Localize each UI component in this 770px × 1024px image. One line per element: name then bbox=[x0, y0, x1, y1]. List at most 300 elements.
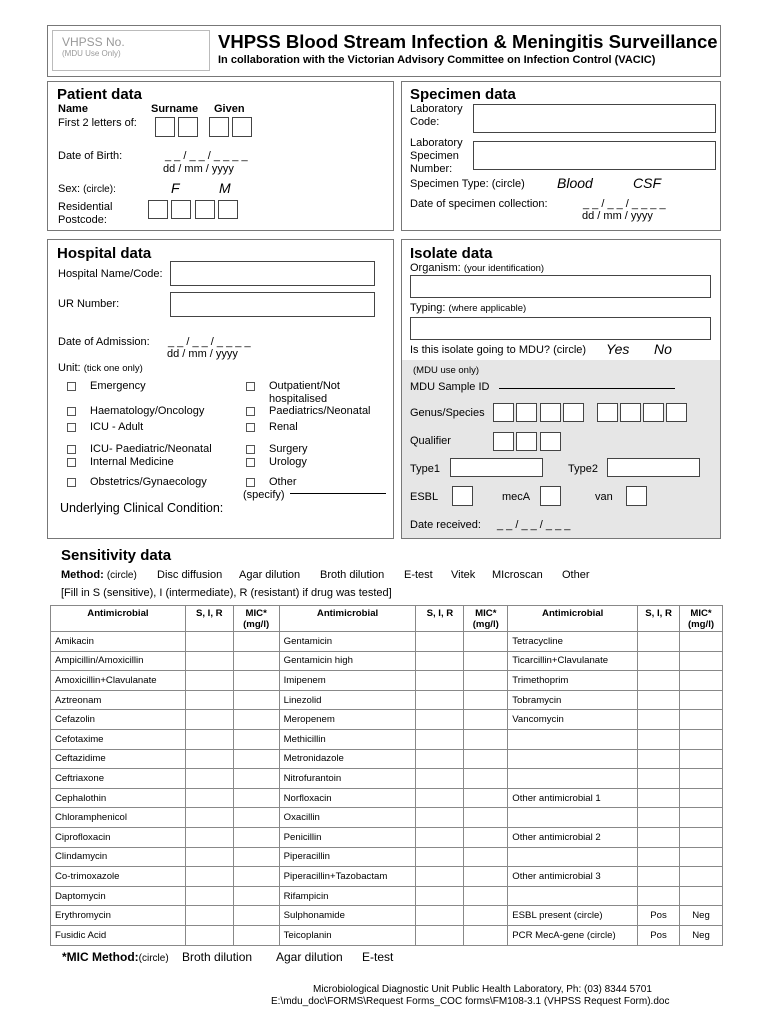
organism-input[interactable] bbox=[410, 275, 711, 298]
residential-label: Residential bbox=[58, 201, 113, 213]
col-sir: S, I, R bbox=[416, 606, 464, 632]
dob-format: dd / mm / yyyy bbox=[163, 163, 234, 175]
dob-label: Date of Birth: bbox=[58, 150, 123, 162]
sir-cell[interactable] bbox=[416, 886, 464, 906]
form-subtitle: In collaboration with the Victorian Advisory Committee on Infection Control (VACIC) bbox=[218, 54, 656, 66]
table-row bbox=[51, 749, 723, 769]
antimicrobial-name: Other antimicrobial 3 bbox=[508, 867, 638, 887]
lab-spec-label-3: Number: bbox=[410, 163, 453, 175]
sir-cell[interactable] bbox=[638, 886, 680, 906]
genus-box-3[interactable] bbox=[540, 403, 561, 422]
lab-code-label-2: Code: bbox=[410, 116, 440, 128]
col-sir: S, I, R bbox=[638, 606, 680, 632]
method-broth[interactable]: Broth dilution bbox=[320, 569, 385, 581]
sir-cell[interactable] bbox=[185, 769, 233, 789]
neg-option[interactable]: Neg bbox=[680, 906, 723, 926]
postcode-digit-4[interactable] bbox=[218, 200, 238, 219]
lab-code-label-1: Laboratory bbox=[410, 103, 463, 115]
sir-cell[interactable] bbox=[638, 808, 680, 828]
van-box[interactable] bbox=[626, 486, 647, 506]
antimicrobial-name: Daptomycin bbox=[51, 886, 186, 906]
genus-box-4[interactable] bbox=[563, 403, 584, 422]
sir-cell[interactable] bbox=[416, 788, 464, 808]
unit-urology: Urology bbox=[269, 456, 307, 468]
col-mic-unit: (mg/l) bbox=[243, 619, 270, 630]
antimicrobial-name bbox=[508, 847, 638, 867]
table-header-row bbox=[51, 606, 723, 632]
unit-renal: Renal bbox=[269, 421, 298, 433]
sir-cell[interactable] bbox=[185, 925, 233, 945]
mic-cell[interactable] bbox=[464, 847, 508, 867]
sir-cell[interactable] bbox=[416, 867, 464, 887]
col-sir: S, I, R bbox=[185, 606, 233, 632]
sir-cell[interactable] bbox=[638, 867, 680, 887]
surname-letter-2[interactable] bbox=[178, 117, 198, 137]
sir-cell[interactable] bbox=[638, 749, 680, 769]
dob-blank[interactable]: _ _ / _ _ / _ _ _ _ bbox=[165, 150, 248, 162]
typing-label bbox=[410, 302, 526, 314]
sir-cell[interactable] bbox=[185, 906, 233, 926]
unit-checkbox-icu-paed[interactable] bbox=[67, 445, 76, 454]
form-title: VHPSS Blood Stream Infection & Meningitis Surveillance bbox=[218, 31, 718, 52]
mic-cell[interactable] bbox=[680, 867, 723, 887]
sensitivity-heading: Sensitivity data bbox=[61, 547, 172, 564]
organism-hint: (your identification) bbox=[463, 263, 545, 274]
postcode-digit-1[interactable] bbox=[148, 200, 168, 219]
unit-obstetrics: Obstetrics/Gynaecology bbox=[90, 476, 207, 488]
footer-lab: Microbiological Diagnostic Unit Public Health Laboratory, Ph: (03) 8344 5701 bbox=[313, 984, 652, 995]
mic-cell[interactable] bbox=[464, 886, 508, 906]
sir-cell[interactable] bbox=[638, 788, 680, 808]
lab-spec-label-2: Specimen bbox=[410, 150, 459, 162]
mdu-use-only-label: (MDU use only) bbox=[413, 365, 479, 376]
table-row bbox=[51, 632, 723, 652]
isolate-heading: Isolate data bbox=[410, 245, 493, 262]
mic-cell[interactable] bbox=[680, 827, 723, 847]
given-label: Given bbox=[214, 103, 245, 115]
sir-cell[interactable] bbox=[185, 671, 233, 691]
unit-checkbox-renal[interactable] bbox=[246, 423, 255, 432]
mic-cell[interactable] bbox=[464, 906, 508, 926]
esbl-box[interactable] bbox=[452, 486, 473, 506]
antimicrobial-name: Piperacillin+Tazobactam bbox=[279, 867, 416, 887]
meca-box[interactable] bbox=[540, 486, 561, 506]
sir-cell[interactable] bbox=[185, 749, 233, 769]
mic-cell[interactable] bbox=[233, 729, 279, 749]
esbl-label: ESBL bbox=[410, 491, 439, 503]
postcode-digit-2[interactable] bbox=[171, 200, 191, 219]
unit-icu-paed: ICU- Paediatric/Neonatal bbox=[90, 443, 212, 455]
sex-text: Sex: bbox=[58, 183, 81, 195]
pos-option[interactable]: Pos bbox=[638, 925, 680, 945]
antimicrobial-name: Sulphonamide bbox=[279, 906, 416, 926]
qualifier-box-3[interactable] bbox=[540, 432, 561, 451]
table-row bbox=[51, 867, 723, 887]
antimicrobial-name: Gentamicin bbox=[279, 632, 416, 652]
sir-cell[interactable] bbox=[638, 729, 680, 749]
mic-cell[interactable] bbox=[233, 906, 279, 926]
sir-cell[interactable] bbox=[416, 651, 464, 671]
mic-cell[interactable] bbox=[233, 651, 279, 671]
collection-date-blank[interactable]: _ _ / _ _ / _ _ _ _ bbox=[583, 198, 666, 210]
table-row bbox=[51, 808, 723, 828]
antimicrobial-name: Ceftriaxone bbox=[51, 769, 186, 789]
mic-cell[interactable] bbox=[233, 690, 279, 710]
mic-cell[interactable] bbox=[464, 710, 508, 730]
unit-emergency: Emergency bbox=[90, 380, 146, 392]
genus-box-2[interactable] bbox=[516, 403, 537, 422]
table-row bbox=[51, 710, 723, 730]
antimicrobial-name: Amoxicillin+Clavulanate bbox=[51, 671, 186, 691]
antimicrobial-name bbox=[508, 769, 638, 789]
antimicrobial-name bbox=[508, 749, 638, 769]
antimicrobial-name: Teicoplanin bbox=[279, 925, 416, 945]
date-received-label: Date received: bbox=[410, 519, 481, 531]
mic-cell[interactable] bbox=[464, 925, 508, 945]
sir-cell[interactable] bbox=[638, 847, 680, 867]
mic-cell[interactable] bbox=[680, 769, 723, 789]
mic-cell[interactable] bbox=[680, 671, 723, 691]
unit-checkbox-urology[interactable] bbox=[246, 458, 255, 467]
unit-surgery: Surgery bbox=[269, 443, 308, 455]
pos-option[interactable]: Pos bbox=[638, 906, 680, 926]
sir-cell[interactable] bbox=[185, 827, 233, 847]
patient-heading: Patient data bbox=[57, 86, 143, 103]
sir-cell[interactable] bbox=[416, 632, 464, 652]
hospital-heading: Hospital data bbox=[57, 245, 152, 262]
sir-cell[interactable] bbox=[416, 808, 464, 828]
antimicrobial-name: Cefazolin bbox=[51, 710, 186, 730]
unit-haematology: Haematology/Oncology bbox=[90, 405, 205, 417]
sir-cell[interactable] bbox=[416, 847, 464, 867]
table-row bbox=[51, 671, 723, 691]
fill-in-instructions: [Fill in S (sensitive), I (intermediate), R (resistant) if drug was tested] bbox=[61, 587, 392, 599]
mic-method-label: *MIC Method: bbox=[62, 950, 139, 964]
antimicrobial-name: Methicillin bbox=[279, 729, 416, 749]
unit-checkbox-obstetrics[interactable] bbox=[67, 478, 76, 487]
sex-circle-hint: (circle): bbox=[83, 184, 116, 195]
sir-cell[interactable] bbox=[185, 690, 233, 710]
unit-checkbox-outpatient[interactable] bbox=[246, 382, 255, 391]
given-letter-2[interactable] bbox=[232, 117, 252, 137]
table-row bbox=[51, 906, 723, 926]
antimicrobial-name: Oxacillin bbox=[279, 808, 416, 828]
organism-label bbox=[410, 262, 544, 274]
type1-input[interactable] bbox=[450, 458, 543, 477]
antimicrobial-name: Ampicillin/Amoxicillin bbox=[51, 651, 186, 671]
sir-cell[interactable] bbox=[638, 769, 680, 789]
mdu-use-only: (MDU Use Only) bbox=[62, 49, 121, 58]
mic-cell[interactable] bbox=[680, 749, 723, 769]
sir-cell[interactable] bbox=[638, 651, 680, 671]
mic-cell[interactable] bbox=[233, 808, 279, 828]
method-vitek[interactable]: Vitek bbox=[451, 569, 476, 581]
mic-cell[interactable] bbox=[233, 925, 279, 945]
antimicrobial-name bbox=[508, 886, 638, 906]
typing-hint: (where applicable) bbox=[448, 303, 527, 314]
table-row bbox=[51, 769, 723, 789]
antimicrobial-name: Ceftazidime bbox=[51, 749, 186, 769]
sir-cell[interactable] bbox=[638, 690, 680, 710]
genus-box-1[interactable] bbox=[493, 403, 514, 422]
sir-cell[interactable] bbox=[416, 906, 464, 926]
mic-cell[interactable] bbox=[464, 729, 508, 749]
mic-cell[interactable] bbox=[233, 671, 279, 691]
mic-cell[interactable] bbox=[464, 632, 508, 652]
unit-label bbox=[58, 362, 143, 374]
antimicrobial-name: Other antimicrobial 2 bbox=[508, 827, 638, 847]
mic-cell[interactable] bbox=[233, 827, 279, 847]
sir-cell[interactable] bbox=[185, 886, 233, 906]
antimicrobial-name: Amikacin bbox=[51, 632, 186, 652]
antimicrobial-name: Metronidazole bbox=[279, 749, 416, 769]
surname-letter-1[interactable] bbox=[155, 117, 175, 137]
antimicrobial-name: Gentamicin high bbox=[279, 651, 416, 671]
mic-cell[interactable] bbox=[464, 690, 508, 710]
mic-cell[interactable] bbox=[233, 867, 279, 887]
sir-cell[interactable] bbox=[416, 925, 464, 945]
sir-cell[interactable] bbox=[185, 847, 233, 867]
mic-cell[interactable] bbox=[233, 847, 279, 867]
unit-outpatient: Outpatient/Not hospitalised bbox=[269, 380, 340, 405]
specify-line[interactable] bbox=[290, 493, 386, 494]
sir-cell[interactable] bbox=[185, 867, 233, 887]
sir-cell[interactable] bbox=[416, 769, 464, 789]
mic-cell[interactable] bbox=[680, 788, 723, 808]
mdu-sample-id-line[interactable] bbox=[499, 388, 675, 389]
antimicrobial-name: Vancomycin bbox=[508, 710, 638, 730]
unit-paediatrics: Paediatrics/Neonatal bbox=[269, 405, 371, 417]
sir-cell[interactable] bbox=[416, 690, 464, 710]
mdu-sample-id-label: MDU Sample ID bbox=[410, 381, 490, 393]
sir-cell[interactable] bbox=[416, 729, 464, 749]
unit-checkbox-icu-adult[interactable] bbox=[67, 423, 76, 432]
method-other[interactable]: Other bbox=[562, 569, 590, 581]
meca-label: mecA bbox=[502, 491, 531, 503]
sir-cell[interactable] bbox=[416, 671, 464, 691]
antimicrobial-name: Linezolid bbox=[279, 690, 416, 710]
mic-cell[interactable] bbox=[233, 886, 279, 906]
vhpss-no-label: VHPSS No. bbox=[62, 35, 125, 49]
col-antimicrobial: Antimicrobial bbox=[508, 606, 638, 632]
sir-cell[interactable] bbox=[416, 827, 464, 847]
mdu-no-option[interactable]: No bbox=[654, 341, 672, 357]
mic-cell[interactable] bbox=[233, 749, 279, 769]
unit-specify: (specify) bbox=[243, 489, 285, 501]
sir-cell[interactable] bbox=[416, 710, 464, 730]
lab-specimen-input[interactable] bbox=[473, 141, 716, 170]
unit-checkbox-other[interactable] bbox=[246, 478, 255, 487]
mic-cell[interactable] bbox=[464, 788, 508, 808]
mic-cell[interactable] bbox=[680, 729, 723, 749]
antimicrobial-name: Imipenem bbox=[279, 671, 416, 691]
mic-broth-option[interactable]: Broth dilution bbox=[182, 950, 253, 964]
unit-checkbox-emergency[interactable] bbox=[67, 382, 76, 391]
col-antimicrobial: Antimicrobial bbox=[279, 606, 416, 632]
antimicrobial-name: Co-trimoxazole bbox=[51, 867, 186, 887]
mic-cell[interactable] bbox=[464, 867, 508, 887]
unit-checkbox-surgery[interactable] bbox=[246, 445, 255, 454]
sir-cell[interactable] bbox=[416, 749, 464, 769]
col-antimicrobial: Antimicrobial bbox=[51, 606, 186, 632]
mic-cell[interactable] bbox=[233, 769, 279, 789]
mic-cell[interactable] bbox=[680, 651, 723, 671]
mic-cell[interactable] bbox=[464, 671, 508, 691]
specimen-type-label: Specimen Type: (circle) bbox=[410, 178, 525, 190]
mic-cell[interactable] bbox=[233, 788, 279, 808]
mic-cell[interactable] bbox=[233, 710, 279, 730]
blood-option[interactable]: Blood bbox=[557, 175, 593, 191]
collection-date-format: dd / mm / yyyy bbox=[582, 210, 653, 222]
mic-agar-option[interactable]: Agar dilution bbox=[276, 950, 343, 964]
sir-cell[interactable] bbox=[185, 729, 233, 749]
species-box-1[interactable] bbox=[597, 403, 618, 422]
sir-cell[interactable] bbox=[638, 827, 680, 847]
ur-number-input[interactable] bbox=[170, 292, 375, 317]
sir-cell[interactable] bbox=[638, 632, 680, 652]
typing-text: Typing: bbox=[410, 302, 446, 314]
antimicrobial-name: Erythromycin bbox=[51, 906, 186, 926]
mic-cell[interactable] bbox=[464, 749, 508, 769]
sir-cell[interactable] bbox=[185, 788, 233, 808]
col-mic-unit: (mg/l) bbox=[472, 619, 499, 630]
hospital-name-label: Hospital Name/Code: bbox=[58, 268, 163, 280]
mic-cell[interactable] bbox=[680, 710, 723, 730]
sex-f-option[interactable]: F bbox=[171, 180, 180, 196]
postcode-label: Postcode: bbox=[58, 214, 107, 226]
admission-label: Date of Admission: bbox=[58, 336, 150, 348]
qualifier-box-2[interactable] bbox=[516, 432, 537, 451]
antimicrobial-name: Chloramphenicol bbox=[51, 808, 186, 828]
unit-checkbox-haematology[interactable] bbox=[67, 407, 76, 416]
sir-cell[interactable] bbox=[185, 651, 233, 671]
admission-blank[interactable]: _ _ / _ _ / _ _ _ _ bbox=[168, 336, 251, 348]
mic-method-circle: (circle) bbox=[138, 953, 169, 964]
antimicrobial-name: Nitrofurantoin bbox=[279, 769, 416, 789]
date-received-blank[interactable]: _ _ / _ _ / _ _ _ bbox=[497, 519, 571, 531]
antimicrobial-name: Penicillin bbox=[279, 827, 416, 847]
mic-cell[interactable] bbox=[680, 632, 723, 652]
antimicrobial-name: ESBL present (circle) bbox=[508, 906, 638, 926]
table-row bbox=[51, 847, 723, 867]
antimicrobial-name: Ciprofloxacin bbox=[51, 827, 186, 847]
species-box-3[interactable] bbox=[643, 403, 664, 422]
admission-format: dd / mm / yyyy bbox=[167, 348, 238, 360]
mic-cell[interactable] bbox=[680, 808, 723, 828]
sir-cell[interactable] bbox=[638, 710, 680, 730]
col-mic bbox=[464, 606, 508, 632]
mdu-yes-option[interactable]: Yes bbox=[606, 341, 630, 357]
mic-method-row bbox=[62, 950, 169, 964]
type2-input[interactable] bbox=[607, 458, 700, 477]
table-row bbox=[51, 729, 723, 749]
antimicrobial-name: Trimethoprim bbox=[508, 671, 638, 691]
mic-cell[interactable] bbox=[464, 808, 508, 828]
table-row bbox=[51, 788, 723, 808]
antimicrobial-name: Tobramycin bbox=[508, 690, 638, 710]
unit-checkbox-internal[interactable] bbox=[67, 458, 76, 467]
sir-cell[interactable] bbox=[185, 632, 233, 652]
ur-number-label: UR Number: bbox=[58, 298, 120, 310]
antimicrobial-name: PCR MecA-gene (circle) bbox=[508, 925, 638, 945]
antimicrobial-name: Piperacillin bbox=[279, 847, 416, 867]
table-row bbox=[51, 886, 723, 906]
lab-code-input[interactable] bbox=[473, 104, 716, 133]
unit-text: Unit: bbox=[58, 362, 81, 374]
antimicrobial-name bbox=[508, 808, 638, 828]
surname-label: Surname bbox=[151, 103, 199, 115]
mic-cell[interactable] bbox=[680, 886, 723, 906]
method-microscan[interactable]: MIcroscan bbox=[492, 569, 543, 581]
genus-species-label: Genus/Species bbox=[410, 407, 485, 419]
mic-cell[interactable] bbox=[464, 651, 508, 671]
col-mic-label: MIC* bbox=[475, 608, 497, 619]
postcode-digit-3[interactable] bbox=[195, 200, 215, 219]
mic-cell[interactable] bbox=[680, 847, 723, 867]
col-mic-label: MIC* bbox=[245, 608, 267, 619]
lab-spec-label-1: Laboratory bbox=[410, 137, 463, 149]
mic-cell[interactable] bbox=[464, 827, 508, 847]
footer-path: E:\mdu_doc\FORMS\Request Forms_COC forms\FM108-3.1 (VHPSS Request Form).doc bbox=[271, 996, 670, 1007]
mic-etest-option[interactable]: E-test bbox=[362, 950, 394, 964]
method-etest[interactable]: E-test bbox=[404, 569, 433, 581]
unit-other: Other bbox=[269, 476, 297, 488]
sex-m-option[interactable]: M bbox=[219, 180, 231, 196]
antimicrobial-name: Fusidic Acid bbox=[51, 925, 186, 945]
clinical-condition-label: Underlying Clinical Condition: bbox=[60, 501, 224, 515]
specimen-heading: Specimen data bbox=[410, 86, 516, 103]
antimicrobial-name: Cephalothin bbox=[51, 788, 186, 808]
mdu-question: Is this isolate going to MDU? (circle) bbox=[410, 344, 587, 356]
mic-cell[interactable] bbox=[464, 769, 508, 789]
sir-cell[interactable] bbox=[185, 808, 233, 828]
unit-checkbox-paediatrics[interactable] bbox=[246, 407, 255, 416]
table-row bbox=[51, 827, 723, 847]
neg-option[interactable]: Neg bbox=[680, 925, 723, 945]
mic-cell[interactable] bbox=[680, 690, 723, 710]
table-row bbox=[51, 690, 723, 710]
species-box-2[interactable] bbox=[620, 403, 641, 422]
antimicrobial-name: Ticarcillin+Clavulanate bbox=[508, 651, 638, 671]
antimicrobial-name: Norfloxacin bbox=[279, 788, 416, 808]
col-mic-label: MIC* bbox=[690, 608, 712, 619]
van-label: van bbox=[595, 491, 613, 503]
mic-cell[interactable] bbox=[233, 632, 279, 652]
qualifier-label: Qualifier bbox=[410, 435, 451, 447]
unit-internal: Internal Medicine bbox=[90, 456, 174, 468]
col-mic-unit: (mg/l) bbox=[687, 619, 715, 630]
method-label: Method: bbox=[61, 569, 104, 581]
type1-label: Type1 bbox=[410, 463, 440, 475]
method-circle: (circle) bbox=[106, 570, 137, 581]
method-row bbox=[61, 569, 137, 581]
typing-input[interactable] bbox=[410, 317, 711, 340]
antimicrobial-name: Aztreonam bbox=[51, 690, 186, 710]
sir-cell[interactable] bbox=[638, 671, 680, 691]
unit-icu-adult: ICU - Adult bbox=[90, 421, 144, 433]
hospital-name-input[interactable] bbox=[170, 261, 375, 286]
sir-cell[interactable] bbox=[185, 710, 233, 730]
antimicrobial-name: Clindamycin bbox=[51, 847, 186, 867]
antimicrobial-name bbox=[508, 729, 638, 749]
method-disc[interactable]: Disc diffusion bbox=[157, 569, 223, 581]
qualifier-box-1[interactable] bbox=[493, 432, 514, 451]
name-label: Name bbox=[58, 103, 88, 115]
csf-option[interactable]: CSF bbox=[633, 175, 661, 191]
given-letter-1[interactable] bbox=[209, 117, 229, 137]
method-agar[interactable]: Agar dilution bbox=[239, 569, 301, 581]
species-box-4[interactable] bbox=[666, 403, 687, 422]
